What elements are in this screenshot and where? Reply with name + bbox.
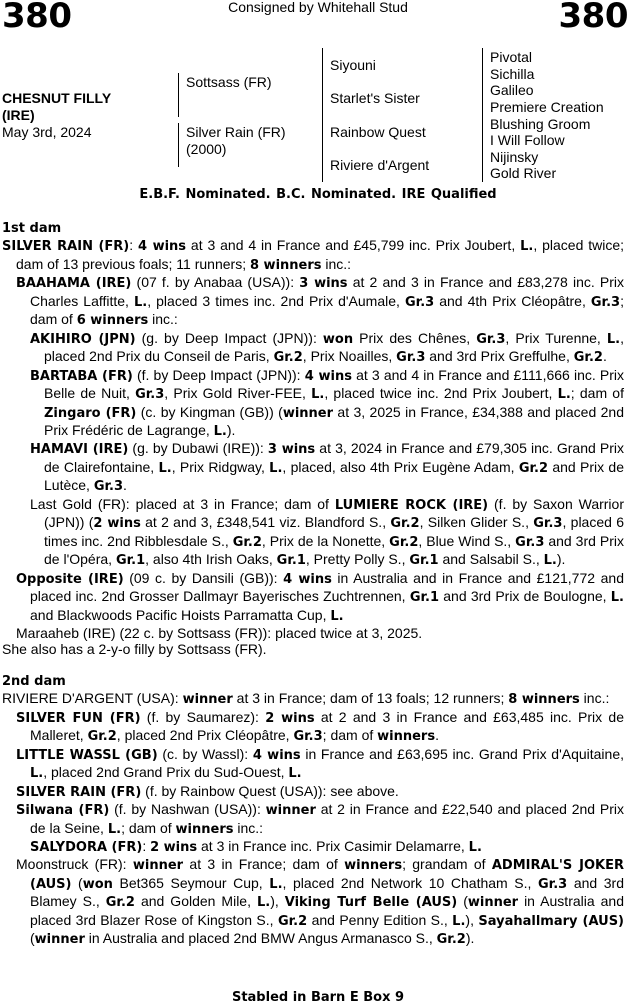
bold-text: SILVER RAIN (FR): [16, 784, 142, 800]
horse-name: CHESNUT FILLY: [2, 90, 112, 106]
first-dam-paragraph: [2, 641, 624, 657]
pedigree-dam-sire: Rainbow Quest: [330, 124, 426, 140]
first-dam-paragraph: [2, 330, 624, 367]
text: in Australia and in France and £121,772 and placed inc. 2nd Grosser Dallmayr Bayerisches Zuchtrennen,: [30, 569, 624, 605]
bold-text: LITTLE WASSL (GB): [16, 747, 158, 763]
bold-text: L.: [213, 423, 227, 439]
text: inc.:: [321, 255, 352, 272]
bold-text: Silwana (FR): [16, 803, 110, 819]
bold-text: 8 winners: [508, 692, 580, 708]
text: at 3 and 4 in France and £111,666 inc. Prix Belle de Nuit,: [44, 366, 624, 402]
bold-text: Gr.2: [389, 534, 419, 550]
pedigree-dam-dam: Riviere d'Argent: [330, 157, 430, 173]
pedigree-bracket-gen3: [482, 48, 483, 182]
text: ).: [465, 930, 475, 947]
text: inc.:: [579, 690, 610, 707]
bold-text: Gr.2: [436, 932, 466, 948]
bold-text: winner: [182, 692, 233, 708]
bold-text: Opposite (IRE): [16, 571, 124, 587]
pedigree-gen3-3: Galileo: [490, 82, 534, 98]
bold-text: Gr.3: [590, 294, 621, 310]
bold-text: Gr.3: [533, 516, 563, 532]
text: ).: [226, 421, 236, 438]
text: at 3 and 4 in France and £45,799 inc. Prix Joubert,: [186, 237, 521, 254]
text: at 3, 2024 in France and £79,305 inc. Grand Prix de Clairefontaine,: [44, 440, 625, 475]
text: (g. by Deep Impact (JPN)):: [135, 329, 323, 346]
bold-text: 4 wins: [304, 368, 352, 384]
text: (: [30, 930, 35, 947]
second-dam-section: [2, 690, 624, 948]
stabling-info: Stabled in Barn E Box 9: [231, 990, 405, 1005]
bold-text: winners: [344, 858, 403, 874]
text: , placed, also 4th Prix Eugène Adam,: [282, 458, 519, 475]
pedigree-bracket-sire: [178, 73, 179, 117]
bold-text: L.: [452, 913, 466, 929]
bold-text: Gr.2: [518, 460, 549, 476]
text: (g. by Dubawi (IRE)):: [128, 440, 268, 457]
text: ; dam of: [570, 385, 624, 402]
bold-text: Viking Turf Belle (AUS): [284, 895, 458, 911]
text: (: [457, 893, 468, 910]
second-dam-paragraph: [2, 801, 624, 838]
bold-text: L.: [256, 895, 271, 911]
bold-text: Gr.3: [396, 350, 426, 366]
first-dam-heading: 1st dam: [2, 221, 62, 236]
section-gap: [2, 658, 624, 674]
first-dam-paragraph: [2, 367, 624, 441]
text: in Australia and placed 3rd Blazer Rose of Kingston S.,: [30, 893, 624, 928]
consignor: Consigned by Whitehall Stud: [228, 0, 408, 15]
text: , Silken Glider S.,: [419, 514, 534, 531]
text: , placed 2nd Prix du Conseil de Paris,: [44, 329, 624, 365]
text: , Prix Turenne,: [505, 329, 607, 346]
bold-text: Gr.3: [135, 387, 165, 403]
text: (f. by Saumarez):: [140, 708, 266, 725]
text: (: [71, 874, 83, 891]
bold-text: Gr.1: [409, 553, 439, 569]
bold-text: L.: [468, 839, 482, 855]
pedigree-bracket-gen2: [322, 48, 323, 182]
pedigree-gen3-1: Pivotal: [490, 49, 533, 65]
text: , placed twice; dam of 13 previous foals; 11 runners;: [16, 237, 625, 272]
second-dam-paragraph: [2, 783, 624, 801]
bold-text: winner: [282, 405, 334, 421]
text: :: [142, 837, 151, 854]
second-dam-paragraph: [2, 856, 624, 948]
text: at 2 in France and £22,540 and placed 2nd Prix de la Seine,: [30, 801, 625, 836]
second-dam-heading: 2nd dam: [2, 673, 66, 689]
produce-record: [2, 221, 624, 949]
text: at 2 and 3, £348,541 viz. Blandford S.,: [140, 514, 391, 531]
bold-text: 8 winners: [249, 257, 322, 273]
text: RIVIERE D'ARGENT (USA):: [2, 690, 183, 707]
text: , placed 2nd Network 10 Chatham S.,: [282, 874, 539, 891]
text: and 3rd Prix Greffulhe,: [425, 348, 574, 365]
text: ; grandam of: [402, 856, 492, 873]
text: ; dam of: [121, 819, 176, 836]
text: ; dam of: [322, 727, 378, 744]
text: Last Gold (FR): placed at 3 in France; dam of: [30, 495, 335, 512]
text: in Australia and placed 2nd BMW Angus Armanasco S.,: [84, 930, 437, 947]
text: Moonstruck (FR):: [16, 856, 133, 873]
bold-text: L.: [557, 387, 571, 403]
pedigree-gen3-4: Premiere Creation: [490, 99, 604, 115]
text: (09 c. by Dansili (GB)):: [123, 569, 284, 586]
bold-text: L.: [269, 876, 283, 892]
second-dam-paragraph: [2, 690, 624, 708]
bold-text: L.: [610, 590, 624, 606]
bold-text: Gr.2: [87, 729, 117, 745]
text: (c. by Wassl):: [157, 745, 253, 762]
bold-text: Gr.3: [515, 534, 545, 550]
text: , Prix de la Nonette,: [261, 532, 390, 549]
text: at 3 in France; dam of: [183, 856, 345, 873]
text: inc.:: [233, 819, 264, 836]
text: (f. by Deep Impact (JPN)):: [132, 366, 305, 383]
text: (f. by Rainbow Quest (USA)): see above.: [141, 782, 399, 799]
text: at 2 and 3 in France and £63,485 inc. Prix de Malleret,: [30, 708, 624, 744]
text: and 3rd Blamey S.,: [30, 874, 625, 910]
bold-text: 4 wins: [252, 747, 301, 763]
bold-text: 2 wins: [150, 839, 198, 855]
bold-text: L.: [107, 821, 122, 837]
bold-text: Gr.1: [276, 553, 306, 569]
text: (f. by Saxon Warrior (JPN)) (: [44, 495, 624, 531]
text: (c. by Kingman (GB)) (: [136, 403, 283, 420]
bold-text: BARTABA (FR): [30, 368, 133, 384]
text: , Prix Gold River-FEE,: [164, 385, 312, 402]
bold-text: L.: [133, 294, 148, 310]
bold-text: 3 wins: [299, 276, 348, 292]
pedigree-dam: Silver Rain (FR): [186, 124, 286, 140]
bold-text: 4 wins: [138, 239, 187, 255]
text: , placed twice inc. 2nd Prix Joubert,: [324, 385, 558, 402]
bold-text: Gr.1: [115, 553, 146, 569]
text: at 3, 2025 in France, £34,388 and placed 2nd Prix Frédéric de Lagrange,: [44, 403, 624, 438]
text: inc.:: [148, 311, 178, 328]
pedigree-sire-dam: Starlet's Sister: [330, 90, 420, 106]
second-dam-paragraph: [2, 709, 624, 746]
text: ),: [465, 911, 479, 928]
second-dam-paragraph: [2, 746, 624, 783]
first-dam-paragraph: [2, 440, 624, 495]
foaling-date: May 3rd, 2024: [2, 124, 92, 140]
bold-text: L.: [543, 553, 557, 569]
pedigree-bracket-dam: [178, 123, 179, 167]
text: in France and £63,695 inc. Grand Prix d'Aquitaine,: [300, 745, 625, 762]
text: Bet365 Seymour Cup,: [112, 874, 270, 891]
bold-text: winner: [132, 858, 184, 874]
text: .: [602, 348, 607, 365]
text: and Golden Mile,: [134, 893, 257, 910]
bold-text: Gr.3: [93, 479, 124, 495]
lot-number-right: 380: [558, 0, 628, 36]
pedigree-sire: Sottsass (FR): [186, 74, 272, 90]
text: , placed 3 times inc. 2nd Prix d'Aumale,: [147, 292, 405, 309]
text: , Prix Noailles,: [302, 348, 397, 365]
bold-text: LUMIERE ROCK (IRE): [334, 497, 489, 513]
bold-text: Zingaro (FR): [44, 405, 137, 421]
bold-text: Gr.3: [404, 294, 435, 310]
bold-text: BAAHAMA (IRE): [16, 276, 132, 292]
horse-name-suffix: (IRE): [2, 107, 35, 123]
text: and Prix de Lutèce,: [44, 458, 624, 494]
nominations: E.B.F. Nominated. B.C. Nominated. IRE Qualified: [139, 187, 497, 202]
text: and 3rd Prix de l'Opéra,: [44, 532, 624, 568]
first-dam-paragraph: [2, 237, 624, 274]
bold-text: 4 wins: [283, 571, 332, 587]
bold-text: Gr.2: [277, 913, 308, 929]
pedigree-gen3-7: Nijinsky: [490, 149, 539, 165]
pedigree-dam-year: (2000): [186, 141, 227, 157]
text: , also 4th Irish Oaks,: [145, 551, 277, 568]
bold-text: ADMIRAL'S JOKER (AUS): [30, 858, 624, 892]
bold-text: winners: [377, 729, 436, 745]
text: .: [123, 477, 127, 494]
text: , Pretty Polly S.,: [305, 551, 410, 568]
bold-text: winner: [467, 895, 519, 911]
bold-text: L.: [288, 766, 302, 782]
second-dam-paragraph: [2, 838, 624, 856]
text: Prix des Chênes,: [353, 329, 477, 346]
first-dam-paragraph: [2, 274, 624, 329]
bold-text: 3 wins: [267, 442, 316, 458]
bold-text: Gr.3: [293, 729, 323, 745]
bold-text: won: [322, 331, 354, 347]
text: Maraaheb (IRE) (22 c. by Sottsass (FR)): placed twice at 3, 2025.: [16, 624, 423, 641]
bold-text: Gr.2: [105, 895, 135, 911]
text: She also has a 2-y-o filly by Sottsass (FR).: [2, 641, 267, 658]
pedigree-sire-sire: Siyouni: [330, 57, 376, 73]
pedigree-gen3-5: Blushing Groom: [490, 116, 591, 132]
bold-text: L.: [330, 608, 344, 624]
bold-text: winner: [34, 932, 85, 948]
bold-text: L.: [30, 766, 44, 782]
bold-text: winner: [265, 803, 316, 819]
pedigree-gen3-2: Sichilla: [490, 66, 535, 82]
bold-text: SILVER FUN (FR): [16, 710, 141, 726]
bold-text: Gr.2: [390, 516, 420, 532]
text: at 2 and 3 in France and £83,278 inc. Prix Charles Laffitte,: [30, 274, 625, 309]
first-dam-paragraph: [2, 496, 624, 570]
text: ).: [556, 551, 566, 568]
text: (f. by Nashwan (USA)):: [109, 801, 266, 818]
bold-text: 6 winners: [76, 313, 149, 329]
text: , Blue Wind S.,: [418, 532, 516, 549]
bold-text: Gr.3: [476, 331, 506, 347]
text: , placed 2nd Grand Prix du Sud-Ouest,: [43, 764, 289, 781]
bold-text: L.: [606, 331, 621, 347]
pedigree-gen3-6: I Will Follow: [490, 132, 565, 148]
bold-text: Gr.3: [538, 876, 568, 892]
text: and 3rd Prix de Boulogne,: [439, 588, 611, 605]
bold-text: L.: [311, 387, 325, 403]
bold-text: 2 wins: [93, 516, 141, 532]
text: ),: [270, 893, 285, 910]
text: at 3 in France inc. Prix Casimir Delamarre,: [197, 837, 469, 854]
bold-text: Gr.2: [573, 350, 603, 366]
bold-text: HAMAVI (IRE): [30, 442, 129, 458]
bold-text: 2 wins: [265, 710, 315, 726]
text: , Prix Ridgway,: [171, 458, 270, 475]
first-dam-paragraph: [2, 570, 624, 625]
text: :: [129, 237, 139, 254]
lot-number-left: 380: [2, 0, 72, 36]
bold-text: Gr.2: [232, 534, 262, 550]
first-dam-section: [2, 237, 624, 657]
text: and Salsabil S.,: [438, 551, 544, 568]
text: and Blackwoods Pacific Hoists Parramatta Cup,: [30, 606, 331, 623]
text: and 4th Prix Cléopâtre,: [434, 292, 591, 309]
pedigree-gen3-8: Gold River: [490, 165, 557, 181]
text: (07 f. by Anabaa (USA)):: [131, 274, 300, 291]
bold-text: winners: [175, 821, 234, 837]
bold-text: SILVER RAIN (FR): [2, 239, 130, 255]
text: .: [435, 727, 439, 744]
text: at 3 in France; dam of 13 foals; 12 runners;: [232, 690, 509, 707]
bold-text: SALYDORA (FR): [30, 839, 143, 855]
bold-text: won: [82, 876, 113, 892]
bold-text: Gr.2: [273, 350, 303, 366]
text: , placed 6 times inc. 2nd Ribblesdale S.,: [44, 514, 624, 549]
bold-text: L.: [269, 460, 283, 476]
text: , placed 2nd Prix Cléopâtre,: [116, 727, 294, 744]
bold-text: L.: [158, 460, 172, 476]
text: ; dam of: [30, 292, 624, 328]
first-dam-paragraph: [2, 625, 624, 641]
bold-text: Sayahallmary (AUS): [478, 913, 625, 929]
bold-text: AKIHIRO (JPN): [30, 331, 136, 347]
text: and Penny Edition S.,: [307, 911, 453, 928]
bold-text: Gr.1: [409, 590, 440, 606]
bold-text: L.: [520, 239, 534, 255]
